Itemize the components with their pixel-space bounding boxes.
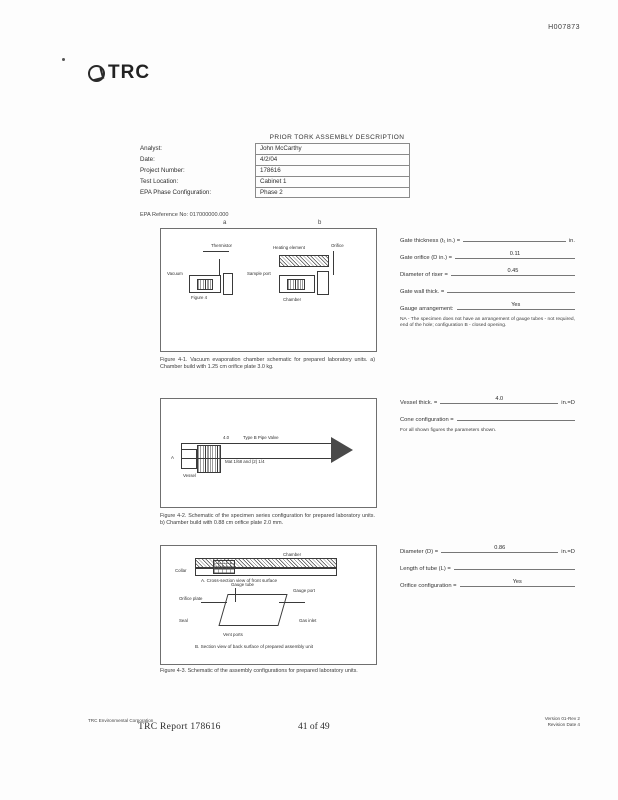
form-label-epa-phase: EPA Phase Configuration: — [140, 189, 212, 196]
field-rule[interactable] — [441, 545, 558, 553]
field-rule[interactable] — [455, 251, 575, 259]
figure1-label-figure4: Figure 4 — [191, 295, 208, 300]
figure2-label-a: A — [171, 455, 174, 460]
field-value: Yes — [512, 579, 522, 585]
figure2-label-mat: Mat 1/68 and (2) 1/4 — [225, 459, 265, 464]
figure3-mid-leader-right — [279, 602, 305, 603]
figure3-label-gauge-tube: Orifice plate — [179, 596, 203, 601]
form-label-project-number: Project Number: — [140, 167, 185, 174]
figure3-label-vent-ports: Vent ports — [223, 632, 243, 637]
field-value: 0.11 — [509, 251, 521, 257]
figure3-measurement-fields — [400, 545, 575, 596]
field-label: Orifice configuration = — [400, 583, 457, 589]
field-gauge-arrangement — [400, 302, 575, 312]
figure2-caption: Figure 4-2. Schematic of the specimen series configuration for prepared laboratory units. b) Chamber build with 0.88 cm orifice plate 2.0 mm. — [160, 513, 375, 526]
figure2-panel — [160, 398, 377, 508]
form-value-test-location[interactable]: Cabinet 1 — [255, 176, 410, 187]
field-vessel-thickness — [400, 396, 575, 406]
form-row — [140, 187, 410, 198]
field-rule[interactable] — [447, 285, 575, 293]
figure2-label-valve: Type B Pipe Valve — [243, 435, 279, 440]
figure1-orifice-stem — [333, 251, 334, 275]
form-value-analyst[interactable]: John McCarthy — [255, 143, 410, 154]
figure1-measurement-fields — [400, 234, 575, 335]
figure3-subcaption-a: A. Cross-section view of front surface — [201, 578, 278, 583]
field-gate-orifice — [400, 251, 575, 261]
figure3-top-orifice — [213, 560, 235, 574]
form-value-project-number[interactable]: 178616 — [255, 165, 410, 176]
assembly-description-form — [140, 143, 410, 198]
figure1-label-orifice: Orifice — [331, 243, 344, 248]
field-label: Cone configuration = — [400, 417, 454, 423]
field-label: Gauge arrangement: — [400, 306, 454, 312]
footer-page-number: 41 of 49 — [298, 722, 330, 732]
figure1-heating-element — [279, 255, 329, 267]
figure3-panel — [160, 545, 377, 665]
field-rule[interactable] — [460, 579, 575, 587]
figure3-label-gauge-port: Gauge tube — [231, 582, 254, 587]
field-rule[interactable] — [463, 234, 566, 242]
field-unit: in.=D — [561, 400, 575, 406]
field-rule[interactable] — [457, 302, 576, 310]
field-rule[interactable] — [451, 268, 575, 276]
field-tube-length — [400, 562, 575, 572]
form-value-epa-phase[interactable]: Phase 2 — [255, 187, 410, 198]
figure3-label-collar: Collar — [175, 568, 187, 573]
field-orifice-configuration — [400, 579, 575, 589]
field-unit: in.=D — [561, 549, 575, 555]
field-unit: in. — [568, 238, 575, 244]
figure1-left-port — [223, 273, 233, 295]
footer-company-note: TRC Environmental Corporation — [88, 718, 154, 723]
field-value: 0.45 — [507, 268, 519, 274]
figure1-label-sample-port: Sample port — [247, 271, 271, 276]
figure1-caption: Figure 4-1. Vacuum evaporation chamber schematic for prepared laboratory units. a) Chamber build with 1.25 cm orifice plate 3.0 kg. — [160, 357, 375, 370]
figure3-mid-leader-left — [201, 602, 227, 603]
form-label-analyst: Analyst: — [140, 145, 163, 152]
figure1-label-vacuum: Vacuum — [167, 271, 183, 276]
field-value: 4.0 — [495, 396, 504, 402]
figure2-nose-cone — [331, 437, 353, 463]
figure1-label-thermistor: Thermistor — [211, 243, 232, 248]
figure1-letter-a: a — [223, 220, 227, 226]
logo-text: TRC — [108, 62, 151, 83]
bates-stamp: H007873 — [548, 24, 580, 31]
figure1-left-bar — [203, 251, 229, 252]
field-label: Diameter (D) = — [400, 549, 439, 555]
field-gate-wall-thickness — [400, 285, 575, 295]
figure2-label-vessel: Vessel — [183, 473, 196, 478]
figure1-left-core — [197, 279, 213, 290]
field-label: Length of tube (L) = — [400, 566, 451, 572]
form-value-date[interactable]: 4/2/04 — [255, 154, 410, 165]
field-rule[interactable] — [440, 396, 558, 404]
footer-version-line1: Version 01-Rev 2 — [544, 716, 580, 721]
figure1-letter-b: b — [318, 220, 322, 226]
field-label: Gate thickness (t₁ in.) = — [400, 238, 461, 244]
form-row — [140, 154, 410, 165]
figure3-label-gas-inlet: Gas inlet — [299, 618, 317, 623]
figure1-panel — [160, 228, 377, 352]
form-reference-note: EPA Reference No: 017000000.000 — [140, 212, 229, 218]
field-value: Yes — [511, 302, 521, 308]
form-row — [140, 165, 410, 176]
figure1-field-note: NA - The specimen does not have an arrangement of gauge tubes - not required, end of the hole; configuration B - closed opening. — [400, 317, 575, 328]
figure1-right-core — [287, 279, 305, 290]
footer-version-line2: Revision Date 4 — [547, 721, 580, 727]
figure2-rear-cap — [181, 449, 197, 469]
figure3-label-seal: Seal — [179, 618, 188, 623]
figure2-vessel-core — [197, 445, 221, 473]
field-riser-diameter — [400, 268, 575, 278]
field-rule[interactable] — [457, 413, 575, 421]
figure3-mid-leader-top — [235, 588, 236, 602]
form-row — [140, 143, 410, 154]
field-label: Gate wall thick. = — [400, 289, 445, 295]
field-diameter — [400, 545, 575, 555]
field-gate-thickness — [400, 234, 575, 244]
form-row — [140, 176, 410, 187]
figure1-right-port — [317, 271, 329, 295]
figure2-label-size: 4.0 — [223, 435, 230, 440]
footer-report-number: TRC Report 178616 — [138, 722, 221, 732]
figure1-left-stem — [219, 259, 220, 275]
page-mark — [62, 58, 65, 61]
figure3-subcaption-b: B. Section view of back surface of prepared assembly unit — [195, 644, 313, 649]
figure3-mid-housing — [218, 594, 287, 626]
field-rule[interactable] — [454, 562, 575, 570]
footer-version-block — [545, 716, 580, 728]
figure1-label-chamber: Chamber — [283, 297, 302, 302]
figure3-label-air-inlet-port: Gauge port — [293, 588, 315, 593]
field-label: Gate orifice (D in.) = — [400, 255, 453, 261]
form-label-test-location: Test Location: — [140, 178, 179, 185]
field-label: Vessel thick. = — [400, 400, 438, 406]
figure2-field-note: For all shown figures the parameters shown. — [400, 428, 497, 433]
logo-circle-icon — [88, 65, 105, 82]
figure3-label-chamber: Chamber — [283, 552, 302, 557]
field-cone-configuration — [400, 413, 575, 423]
figure3-caption: Figure 4-3. Schematic of the assembly configurations for prepared laboratory units. — [160, 668, 358, 674]
figure2-measurement-fields — [400, 396, 575, 440]
form-label-date: Date: — [140, 156, 155, 163]
form-title: PRIOR TORK ASSEMBLY DESCRIPTION — [269, 134, 405, 141]
field-value: 0.86 — [494, 545, 506, 551]
figure1-label-heating-element: Heating element — [273, 245, 305, 250]
company-logo — [88, 62, 150, 84]
field-label: Diameter of riser = — [400, 272, 448, 278]
